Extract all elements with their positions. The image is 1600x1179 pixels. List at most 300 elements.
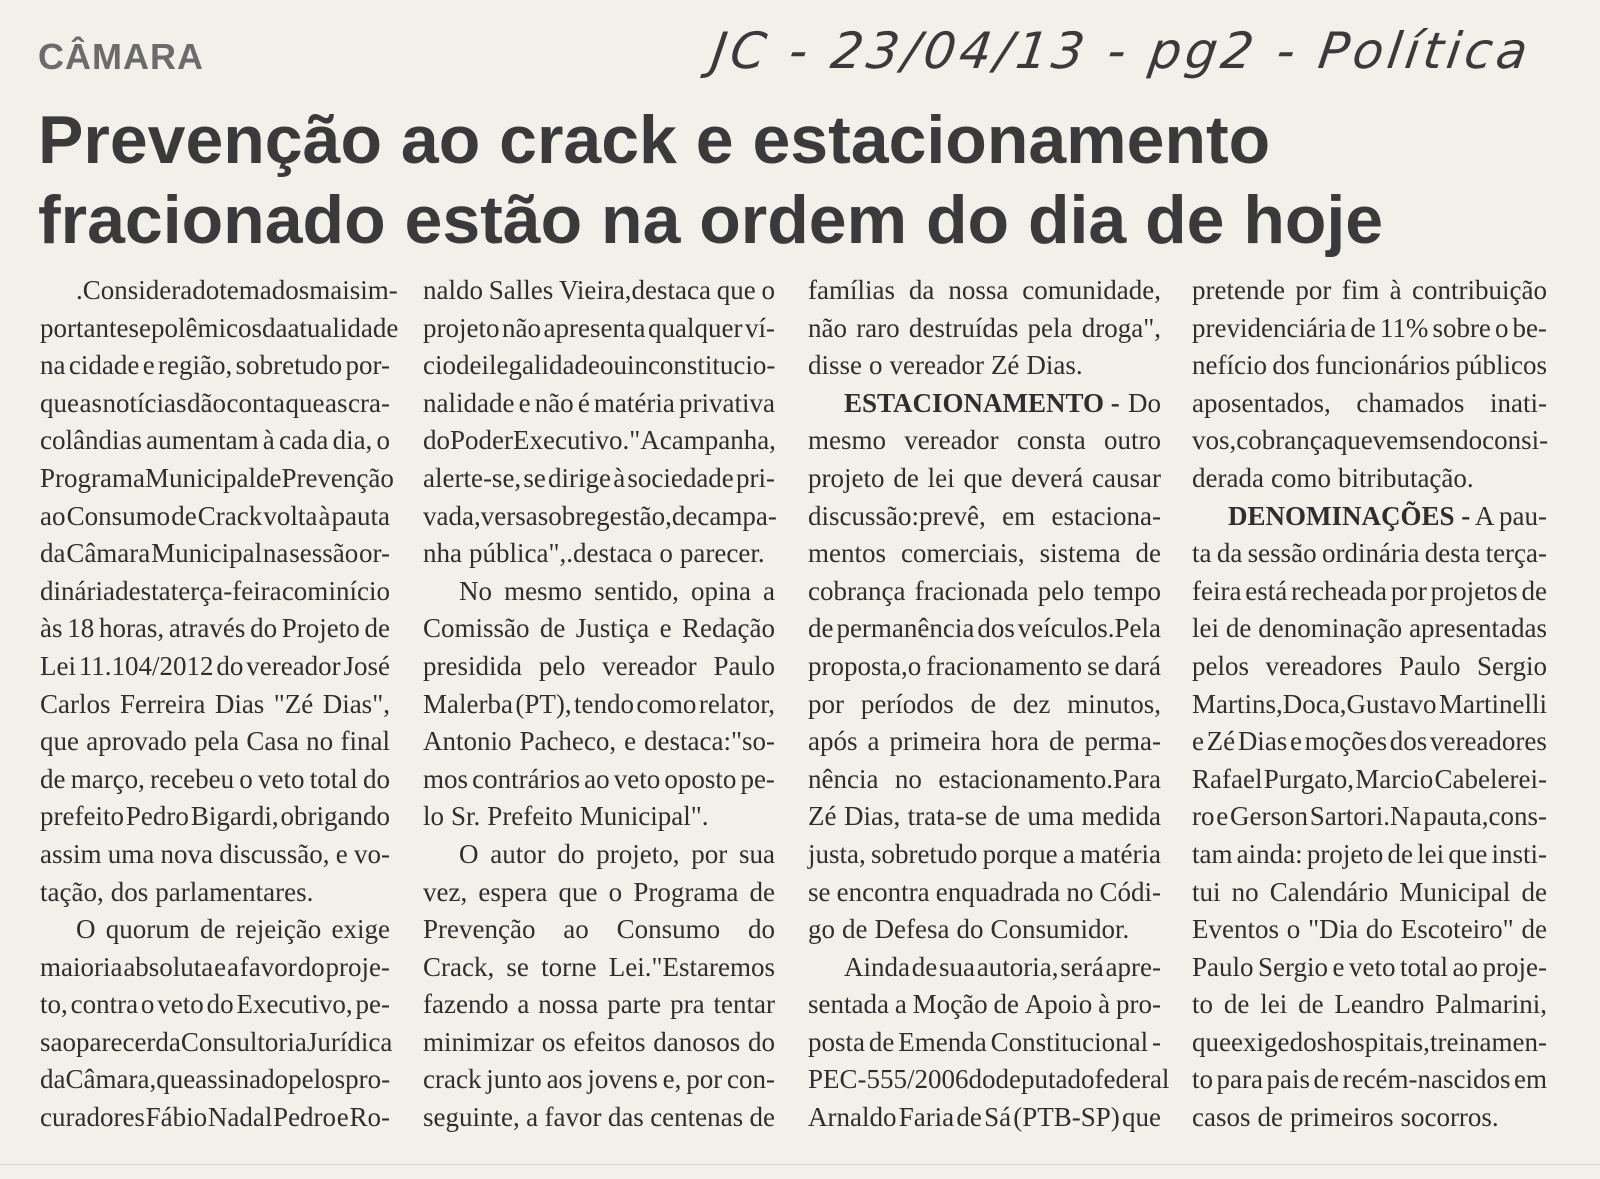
word: Poder: [450, 425, 513, 456]
word: e: [1332, 951, 1345, 982]
word: primeiros: [1289, 1102, 1394, 1133]
word: apre-: [1105, 951, 1161, 982]
word: ao: [40, 500, 66, 531]
word: campanha,: [659, 425, 776, 456]
word: de: [364, 613, 390, 644]
article-line: [808, 761, 1161, 799]
word: Executivo,: [236, 989, 353, 1020]
word: da: [40, 1064, 66, 1095]
article-line: [423, 836, 775, 874]
word: de: [749, 876, 775, 907]
word: por: [691, 838, 728, 869]
article-line: [1192, 1061, 1547, 1099]
word: a: [517, 989, 530, 1020]
word: vereador: [246, 650, 341, 681]
article-line: [1192, 422, 1547, 460]
word: tentar: [713, 989, 775, 1020]
word: dos: [1289, 1026, 1328, 1057]
word: à: [1389, 275, 1402, 305]
word: atualidade: [287, 312, 399, 343]
word: sendo: [1419, 425, 1483, 456]
word: droga",: [1081, 312, 1161, 343]
word: Pedro: [273, 1102, 337, 1133]
word: Dias: [214, 688, 265, 719]
word: projetos: [1430, 575, 1518, 606]
word: Martinelli: [1439, 688, 1547, 719]
word: por: [808, 688, 844, 719]
word: rejeição: [235, 914, 322, 945]
word: de: [911, 951, 938, 982]
word: do: [206, 989, 234, 1020]
word: inconstitucio-: [626, 350, 776, 381]
word: lo: [423, 801, 445, 832]
word: de: [671, 500, 698, 531]
word: que: [1333, 425, 1373, 456]
word: Paulo: [1192, 951, 1254, 982]
word: sa: [40, 1026, 63, 1057]
word: aumentam: [146, 425, 259, 456]
word: vos,cobrança: [1192, 425, 1334, 456]
word: encontra: [836, 876, 930, 907]
word: 11%: [1379, 312, 1429, 343]
word: sobretudo: [870, 838, 978, 869]
word: "Dia: [1308, 914, 1359, 945]
headline-line-2: fracionado estão na ordem do dia de hoje: [38, 182, 1384, 258]
word: Zé: [1206, 726, 1236, 757]
word: discussão,: [219, 838, 330, 869]
word: parecer: [76, 1026, 156, 1057]
word: de: [1298, 989, 1324, 1020]
word: parte: [607, 989, 662, 1020]
article-line: [808, 836, 1161, 874]
article-column-3: [808, 272, 1170, 1137]
word: Considerado: [82, 275, 220, 305]
article-line: [1192, 836, 1547, 874]
word: de: [1225, 613, 1252, 644]
word: dia,: [332, 425, 373, 456]
word: é: [577, 387, 590, 418]
word: pelo: [1037, 575, 1085, 606]
word: Sr.: [451, 801, 481, 832]
word: projeto: [1306, 838, 1384, 869]
word: trata-se: [907, 801, 988, 832]
word: Leandro: [1334, 989, 1425, 1020]
word: total: [309, 763, 358, 794]
word: terça-: [1485, 538, 1547, 569]
word: por: [686, 1064, 723, 1095]
section-label: CÂMARA: [38, 36, 204, 77]
article-line: [1192, 460, 1547, 498]
word: privativa: [679, 387, 775, 418]
word: espera: [478, 876, 548, 907]
article-line: [1192, 498, 1547, 536]
word: medida: [1081, 801, 1161, 832]
word: Pacheco,: [519, 726, 617, 757]
word: efeitos: [573, 1026, 646, 1057]
word: .: [76, 275, 83, 305]
article-line: [808, 385, 1161, 423]
word: Palmarini,: [1435, 989, 1547, 1020]
word: pelo: [538, 650, 586, 681]
word: minimizar: [423, 1026, 534, 1057]
word: Zé: [808, 801, 837, 832]
article-line: [423, 874, 775, 912]
word: PEC-555/2006: [808, 1064, 969, 1095]
word: minutos,: [1067, 688, 1161, 719]
word: aprovado: [86, 726, 187, 757]
word: se: [523, 462, 546, 493]
word: de: [1521, 876, 1547, 907]
word: Consultoria: [180, 1026, 307, 1057]
word: uma: [1027, 801, 1075, 832]
word: casos: [1192, 1102, 1251, 1133]
word: comerciais,: [900, 538, 1025, 569]
word: Justiça: [575, 613, 650, 644]
word: Projeto: [281, 613, 360, 644]
word: pe-: [740, 763, 775, 794]
word: dos: [1389, 726, 1428, 757]
article-line: [1192, 986, 1547, 1024]
word: ro: [1192, 801, 1215, 832]
article-line: [808, 535, 1161, 573]
word: não: [808, 312, 847, 343]
word: para: [1216, 1064, 1263, 1095]
article-line: [1192, 310, 1547, 348]
word: início: [328, 575, 390, 606]
word: a: [226, 951, 239, 982]
word: sua: [939, 951, 975, 982]
article-line: [40, 798, 390, 836]
bottom-rule: [0, 1164, 1600, 1165]
article-line: [40, 761, 390, 799]
word: pauta,cons-: [1423, 801, 1547, 832]
word: do: [747, 1026, 775, 1057]
word: enquadrada: [935, 876, 1061, 907]
word: períodos: [860, 688, 954, 719]
word: pela: [1027, 312, 1073, 343]
word: sociedade: [627, 462, 734, 493]
word: da: [155, 1026, 181, 1057]
word: total: [1400, 951, 1449, 982]
word: Prefeito: [487, 801, 573, 832]
article-line: [423, 385, 775, 423]
word: fim: [1341, 275, 1380, 305]
word: à: [613, 462, 626, 493]
word: da: [261, 312, 288, 343]
word: contribuição: [1412, 275, 1547, 305]
word: Municipal: [144, 462, 256, 493]
word: lei: [927, 462, 955, 493]
word: consi-: [1482, 425, 1549, 456]
word: Consumidor.: [990, 914, 1130, 945]
word: versa: [480, 500, 538, 531]
word: nossa: [948, 275, 1009, 305]
word: funcionários: [1315, 350, 1451, 381]
article-line: [808, 573, 1161, 611]
word: naldo: [423, 275, 483, 305]
word: por-: [345, 350, 390, 381]
article-line: [808, 498, 1161, 536]
word: de: [539, 613, 566, 644]
word: de: [808, 613, 834, 644]
word: mos: [423, 763, 469, 794]
subhead-keyword: ESTACIONAMENTO -: [844, 387, 1120, 418]
word: Emenda: [898, 1026, 987, 1057]
word: na: [40, 350, 66, 381]
word: Faria: [898, 1102, 955, 1133]
word: proje-: [1482, 951, 1547, 982]
word: sobre: [1432, 312, 1491, 343]
word: a: [867, 726, 880, 757]
word: dos: [977, 613, 1015, 644]
word: do: [216, 650, 244, 681]
word: apresentadas: [1409, 613, 1547, 644]
word: insti-: [1491, 838, 1547, 869]
word: Dias,: [843, 801, 901, 832]
word: Paulo: [1398, 650, 1461, 681]
word: às: [40, 613, 63, 644]
article-line: [808, 1061, 1170, 1099]
article-line: [40, 723, 390, 761]
word: Crack,: [423, 951, 495, 982]
word: e: [1192, 726, 1204, 757]
word: será: [1060, 951, 1104, 982]
article-line: [423, 949, 775, 987]
word: parlamentares.: [155, 876, 314, 907]
word: estacionamento.Para: [938, 763, 1161, 794]
word: de: [200, 914, 226, 945]
word: Rafael: [1192, 763, 1263, 794]
word: contrários: [472, 763, 581, 794]
word: através: [168, 613, 246, 644]
word: opina: [690, 575, 751, 606]
word: qualquer: [648, 312, 743, 343]
word: e: [336, 1102, 349, 1133]
word: pública",.destaca: [468, 538, 653, 569]
word: treinamen-: [1430, 1026, 1547, 1057]
word: causar: [1092, 462, 1161, 493]
word: O: [459, 838, 479, 869]
word: Antonio: [423, 726, 512, 757]
word: a: [1062, 838, 1075, 869]
word: pau-: [1499, 500, 1547, 531]
word: pro-: [1115, 989, 1161, 1020]
word: favor: [239, 951, 297, 982]
article-line: [1192, 874, 1547, 912]
word: ordinária: [1321, 538, 1420, 569]
word: assim: [40, 838, 102, 869]
word: Municipal: [1399, 876, 1511, 907]
article-line: [808, 422, 1161, 460]
word: como: [636, 688, 697, 719]
word: Escoteiro": [1400, 914, 1514, 945]
word: de: [970, 688, 997, 719]
word: permanência: [836, 613, 975, 644]
article-line: [808, 1099, 1161, 1137]
article-line: [1192, 573, 1547, 611]
word: ao: [1452, 951, 1478, 982]
article-line: [40, 949, 390, 987]
word: que: [558, 876, 598, 907]
word: a: [526, 1102, 539, 1133]
word: ta: [1192, 538, 1212, 569]
word: sessão: [1247, 538, 1317, 569]
word: que: [1122, 1102, 1161, 1133]
article-line: [40, 1061, 390, 1099]
word: não: [502, 312, 541, 343]
word: o: [869, 350, 883, 381]
word: Câmara: [66, 538, 151, 569]
article-line: [40, 610, 390, 648]
article-line: [1192, 385, 1547, 423]
word: Cabelerei-: [1434, 763, 1547, 794]
word: de: [1387, 838, 1413, 869]
word: que: [285, 387, 325, 418]
word: lei: [1192, 613, 1219, 644]
word: Sergio: [1476, 650, 1547, 681]
word: bitributação.: [1337, 462, 1474, 493]
word: volta: [263, 500, 318, 531]
word: se: [808, 876, 831, 907]
word: pretende: [1192, 275, 1285, 305]
word: Programa: [633, 876, 739, 907]
word: absoluta: [123, 951, 214, 982]
article-column-2: [423, 272, 775, 1137]
word: obrigando: [280, 801, 390, 832]
word: os: [541, 1026, 566, 1057]
word: no: [306, 726, 334, 757]
word: o: [1286, 914, 1301, 945]
word: fracionada: [914, 575, 1029, 606]
word: O: [76, 914, 96, 945]
word: pri-: [735, 462, 775, 493]
article-line: [40, 648, 390, 686]
word: conta: [226, 387, 285, 418]
word: que: [40, 387, 79, 418]
article-line: [808, 310, 1161, 348]
word: perma-: [1084, 726, 1161, 757]
word: sistema: [1039, 538, 1121, 569]
word: assinado: [195, 1064, 289, 1095]
word: mesmo: [504, 575, 583, 606]
word: Prevenção: [423, 914, 536, 945]
word: 11.104/2012: [78, 650, 214, 681]
word: ao: [584, 763, 610, 794]
article-line: [1192, 761, 1547, 799]
word: que: [1448, 838, 1488, 869]
handwritten-annotation: JC - 23/04/13 - pg2 - Política: [707, 22, 1536, 80]
word: raro: [856, 312, 900, 343]
word: Purgato,: [1263, 763, 1354, 794]
word: sua: [738, 838, 775, 869]
article-line: [808, 798, 1161, 836]
word: em: [1513, 1064, 1547, 1095]
word: autor: [490, 838, 546, 869]
word: Malerba: [423, 688, 513, 719]
word: Bigardi,: [190, 801, 279, 832]
article-line: [40, 498, 390, 536]
word: tempo: [1093, 575, 1161, 606]
word: de: [994, 801, 1021, 832]
word: do: [250, 613, 278, 644]
word: Calendário: [1269, 876, 1389, 907]
article-line: [1192, 648, 1547, 686]
word: federal: [1094, 1064, 1170, 1095]
article-line: [40, 347, 390, 385]
article-line: [423, 610, 775, 648]
word: matéria: [593, 387, 675, 418]
article-line: [808, 272, 1161, 310]
word: (PT),: [515, 688, 572, 719]
word: Executivo."A: [513, 425, 660, 456]
word: ao: [563, 914, 589, 945]
word: Ferreira: [119, 688, 206, 719]
word: torne: [541, 951, 597, 982]
article-line: [40, 1099, 390, 1137]
word: lei: [1260, 989, 1288, 1020]
word: to: [1192, 989, 1214, 1020]
word: outro: [1103, 425, 1161, 456]
word: ví-: [745, 312, 775, 343]
word: que: [1192, 1026, 1231, 1057]
word: comunidade,: [1022, 275, 1161, 305]
word: fazendo: [423, 989, 509, 1020]
word: pauta: [331, 500, 390, 531]
article-column-1: [40, 272, 399, 1137]
word: está: [1245, 575, 1288, 606]
word: dez: [1012, 688, 1051, 719]
word: disse: [808, 350, 862, 381]
word: apresenta: [543, 312, 646, 343]
word: e: [335, 838, 348, 869]
word: ou: [599, 350, 627, 381]
word: por: [1295, 275, 1332, 305]
word: de: [1350, 312, 1376, 343]
word: No: [459, 575, 492, 606]
word: vereador: [602, 650, 697, 681]
word: Ro-: [349, 1102, 390, 1133]
word: veto: [1349, 951, 1396, 982]
word: Consumo: [66, 500, 171, 531]
word: destruídas: [908, 312, 1019, 343]
word: como: [1270, 462, 1331, 493]
word: contra: [70, 989, 139, 1020]
article-line: [40, 535, 390, 573]
word: Zé: [990, 350, 1020, 381]
article-column-4: [1192, 272, 1547, 1137]
article-line: [1192, 686, 1547, 724]
word: vada,: [423, 500, 481, 531]
word: dos: [271, 275, 310, 305]
word: dará: [1114, 650, 1161, 681]
word: Pedro: [125, 801, 189, 832]
word: to: [1192, 1064, 1214, 1095]
word: de: [842, 914, 868, 945]
word: justa,: [808, 838, 866, 869]
word: Jurídica: [306, 1026, 393, 1057]
word: projeto: [423, 312, 500, 343]
article-line: [423, 986, 775, 1024]
word: famílias: [808, 275, 895, 305]
word: curadores: [40, 1102, 145, 1133]
word: Lei: [40, 650, 76, 681]
article-line: [40, 310, 399, 348]
article-line: [423, 1024, 775, 1062]
word: que: [40, 726, 79, 757]
word: vereador: [889, 350, 984, 381]
word: nefício: [1192, 350, 1267, 381]
word: à: [262, 425, 275, 456]
